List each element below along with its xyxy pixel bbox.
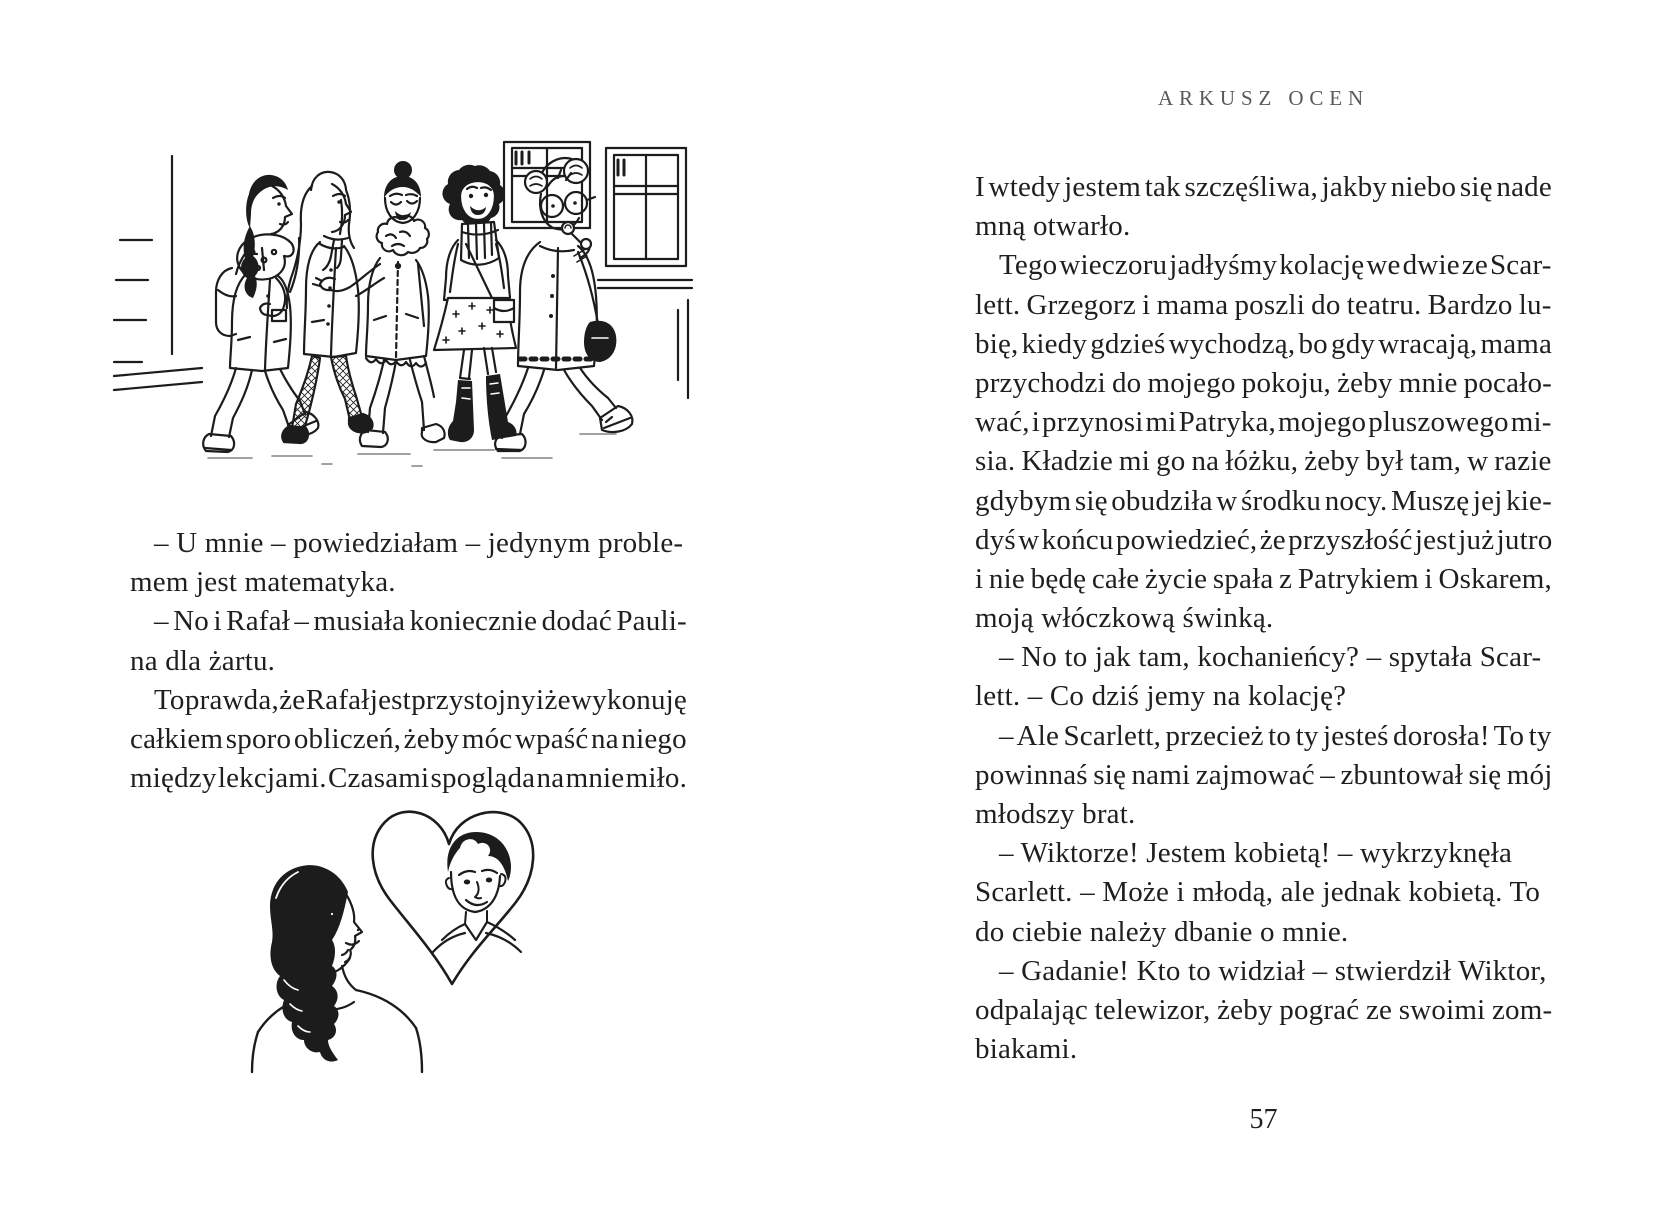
text-line: całkiem sporo obliczeń, żeby móc wpaść na niego xyxy=(130,722,687,755)
heart-outline xyxy=(373,812,533,984)
text-line: – U mnie – powiedziałam – jedynym proble- xyxy=(154,527,684,559)
girl-with-braid xyxy=(252,865,422,1072)
text-line: biakami. xyxy=(975,1033,1078,1066)
text-line: na dla żartu. xyxy=(130,644,276,677)
text-line: Scarlett. – Może i młodą, ale jednak kobietą. To xyxy=(975,876,1541,909)
text-line: I wtedy jestem tak szczęśliwa, jakby niebo się nade xyxy=(975,171,1552,203)
text-line: dyś w końcu powiedzieć, że przyszłość jest już jutro xyxy=(975,523,1553,556)
text-line: przychodzi do mojego pokoju, żeby mnie pocało- xyxy=(975,366,1553,399)
figure-girl-long-hair xyxy=(282,172,372,443)
text-line: mną otwarło. xyxy=(975,210,1131,243)
text-line: między lekcjami. Czasami spogląda na mnie miło. xyxy=(130,762,688,795)
text-line: Tego wieczoru jadłyśmy kolację we dwie ze Scar- xyxy=(999,249,1552,282)
text-line: do ciebie należy dbanie o mnie. xyxy=(975,915,1349,948)
text-line: gdybym się obudziła w środku nocy. Muszę jej kie- xyxy=(975,484,1552,517)
text-line: – Wiktorze! Jestem kobietą! – wykrzyknęła xyxy=(999,837,1513,870)
text-line: – Gadanie! Kto to widział – stwierdził Wiktor, xyxy=(999,954,1547,987)
running-head: ARKUSZ OCEN xyxy=(1157,86,1370,110)
text-line: lett. Grzegorz i mama poszli do teatru. Bardzo lu- xyxy=(975,288,1552,321)
kids-walking-drawing xyxy=(112,140,694,482)
text-line: sia. Kładzie mi go na łóżku, żeby był tam, w razie xyxy=(975,445,1552,478)
right-page-text xyxy=(975,168,1552,1069)
text-line: moją włóczkową świnką. xyxy=(975,602,1274,635)
text-line: To prawda, że Rafał jest przystojny i że wykonuję xyxy=(154,683,687,716)
text-line: wać, i przynosi mi Patryka, mojego pluszowego mi- xyxy=(975,406,1552,439)
text-line: powinnaś się nami zajmować – zbuntował się mój xyxy=(975,758,1553,791)
illustration-kids-walking xyxy=(112,140,694,482)
text-line: – Ale Scarlett, przecież to ty jesteś dorosła! To ty xyxy=(999,719,1552,752)
text-line: lett. – Co dziś jemy na kolację? xyxy=(975,680,1347,713)
text-line: i nie będę całe życie spała z Patrykiem i Oskarem, xyxy=(975,562,1552,595)
text-line: – No to jak tam, kochanieńcy? – spytała Scar- xyxy=(999,641,1542,674)
left-page-text xyxy=(130,524,687,798)
text-line: bię, kiedy gdzieś wychodzą, bo gdy wracają, mama xyxy=(975,327,1553,360)
daydream-heart-drawing xyxy=(228,800,564,1082)
ground-shadows xyxy=(208,434,616,466)
boy-in-heart xyxy=(433,832,521,952)
page-number: 57 xyxy=(1249,1104,1278,1135)
illustration-daydream-heart xyxy=(228,800,564,1082)
text-line: młodszy brat. xyxy=(975,798,1136,830)
text-line: – No i Rafał – musiała koniecznie dodać Pauli- xyxy=(154,605,687,638)
text-line: odpalając telewizor, żeby pograć ze swoimi zom- xyxy=(975,993,1553,1026)
figure-boy-glasses xyxy=(495,158,632,451)
text-line: mem jest matematyka. xyxy=(130,566,396,599)
